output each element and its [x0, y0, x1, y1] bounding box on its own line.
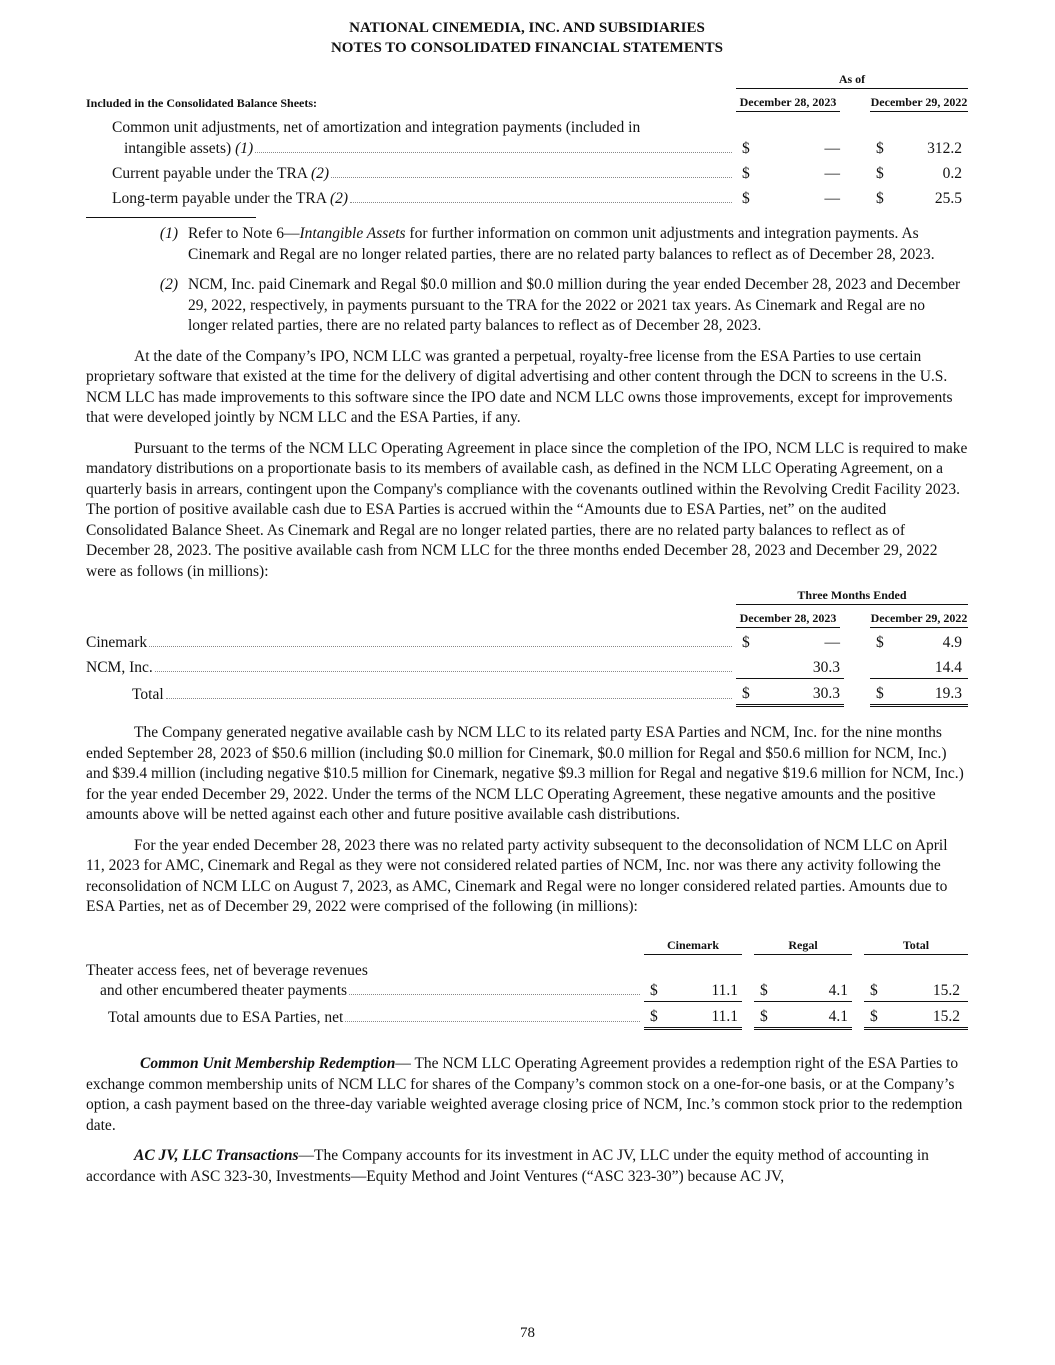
- table-total-row: [86, 679, 968, 706]
- row-label: NCM, Inc.: [86, 659, 153, 676]
- table-row: [86, 628, 968, 653]
- dollar-sign: $: [760, 981, 768, 999]
- dollar-sign: $: [742, 189, 750, 207]
- dollar-sign: $: [644, 1002, 666, 1029]
- value-2023: —: [824, 189, 840, 207]
- footnote-text: NCM, Inc. paid Cinemark and Regal $0.0 million and $0.0 million during the year ended December 28, 2023 and December 29, 2022, respectively, in payments pursuant to the TRA for the 2022 or 2021 tax years. As Cinemark and Regal are no longer related parties, there are no related party balances to reflect as of December 28, 2023.: [188, 276, 961, 334]
- company-title: NATIONAL CINEMEDIA, INC. AND SUBSIDIARIES: [349, 20, 705, 36]
- paragraph-acjv: [86, 1146, 968, 1187]
- row-label: Long-term payable under the TRA: [112, 189, 327, 207]
- total-cinemark: 11.1: [666, 1002, 742, 1029]
- row-label-line2: and other encumbered theater payments: [100, 982, 348, 999]
- value-2023: —: [824, 139, 840, 157]
- section-label: Included in the Consolidated Balance Sheets:: [86, 96, 318, 110]
- dollar-sign: [870, 653, 892, 679]
- col-header-2023: December 28, 2023: [736, 611, 840, 628]
- dollar-sign: $: [754, 1002, 776, 1029]
- three-months-header: Three Months Ended: [736, 588, 968, 605]
- dollar-sign: $: [736, 679, 758, 706]
- row-label: Current payable under the TRA: [112, 164, 308, 182]
- acjv-heading: AC JV, LLC Transactions: [134, 1147, 299, 1164]
- paragraph-related-party: For the year ended December 28, 2023 there was no related party activity subsequent to the deconsolidation of NCM LLC on April 11, 2023 for AMC, Cinemark and Regal as they were not considered related parties of NCM, Inc. nor was there any activity following the reconsolidation of NCM LLC on August 7, 2023, as AMC, Cinemark and Regal were no longer considered related parties. Amounts due to ESA Parties, net as of December 29, 2022 were comprised of the following (in millions):: [86, 836, 948, 915]
- footnote-ref: (2): [329, 189, 349, 207]
- col-header-2023: December 28, 2023: [736, 95, 840, 112]
- total-2022: 19.3: [892, 679, 968, 706]
- row-label-line1: Theater access fees, net of beverage revenues: [86, 961, 368, 979]
- dollar-sign: $: [870, 679, 892, 706]
- document-header: [86, 18, 968, 58]
- paragraph-negative-cash: The Company generated negative available cash by NCM LLC to its related party ESA Parties and NCM, Inc. for the nine months ended September 28, 2023 of $50.6 million (including $0.0 million for Cinemark, $0.0 million for Regal and $50.6 million for NCM, Inc.) and $39.4 million (including negative $10.5 million for Cinemark, negative $9.3 million for Regal and negative $19.6 million for NCM, Inc.) for the year ended December 29, 2022. Under the terms of the NCM LLC Operating Agreement, these negative amounts and the positive amounts above will be netted against each other and future positive available cash distributions.: [86, 724, 964, 823]
- available-cash-table: [86, 588, 968, 707]
- row-label: Cinemark: [86, 633, 148, 651]
- footnote-ref: (2): [311, 164, 330, 182]
- table-row: [86, 955, 968, 1002]
- table-row: [86, 653, 968, 679]
- dollar-sign: $: [876, 633, 884, 651]
- footnote-divider: [86, 217, 256, 218]
- footnote-ref: (1): [235, 139, 254, 157]
- dollar-sign: $: [876, 164, 884, 182]
- dollar-sign: $: [742, 139, 750, 157]
- value-cinemark: 11.1: [711, 981, 738, 999]
- dollar-sign: $: [864, 1002, 886, 1029]
- table-row: [86, 159, 968, 184]
- col-header-2022: December 29, 2022: [870, 95, 968, 112]
- total-2023: 30.3: [758, 679, 844, 706]
- dollar-sign: $: [876, 139, 884, 157]
- redemption-text: — The NCM LLC Operating Agreement provides a redemption right of the ESA Parties to exchange common membership units of NCM LLC for shares of the Company’s common stock on a one-for-one basis, or at the Company’s option, a cash payment based on the three-day variable weighted average closing price of NCM, Inc.’s common stock prior to the redemption date.: [86, 1055, 963, 1134]
- page-content: [86, 18, 968, 1197]
- redemption-heading: Common Unit Membership Redemption: [140, 1055, 396, 1072]
- value-2022: 4.9: [942, 633, 962, 651]
- footnote-italic: Intangible Assets: [299, 225, 406, 242]
- footnote-1: [86, 224, 968, 265]
- value-2022: 0.2: [942, 164, 963, 182]
- col-header-cinemark: Cinemark: [644, 938, 742, 955]
- paragraph-distributions: Pursuant to the terms of the NCM LLC Operating Agreement in place since the completion of the IPO, NCM LLC is required to make mandatory distributions on a proportionate basis to its members of available cash, as defined in the NCM LLC Operating Agreement, on a quarterly basis in arrears, contingent upon the Company's compliance with the covenants outlined within the Revolving Credit Facility 2023. The portion of positive available cash due to ESA Parties is accrued within the “Amounts due to ESA Parties, net” on the audited Consolidated Balance Sheet. As Cinemark and Regal are no longer related parties, there are no related party balances to reflect as of December 28, 2023. The positive available cash from NCM LLC for the three months ended December 28, 2023 and December 29, 2022 were as follows (in millions):: [86, 439, 968, 580]
- footnote-marker: (2): [159, 276, 178, 293]
- col-header-2022: December 29, 2022: [870, 611, 968, 628]
- value-2023: —: [824, 633, 840, 651]
- table-row: [86, 184, 968, 209]
- value-2022: 25.5: [934, 189, 963, 207]
- value-2023: 30.3: [812, 658, 840, 676]
- total-total: 15.2: [886, 1002, 968, 1029]
- dollar-sign: $: [870, 981, 878, 999]
- dollar-sign: $: [742, 633, 750, 651]
- balance-sheet-table: [86, 72, 968, 209]
- footnote-text: Refer to Note 6—: [188, 225, 300, 242]
- paragraph-license: At the date of the Company’s IPO, NCM LLC was granted a perpetual, royalty-free license from the ESA Parties to use certain proprietary software that existed at the time for the delivery of digital advertising and other content through the DCN to screens in the U.S. NCM LLC has made improvements to this software since the IPO date and NCM LLC owns those improvements, except for improvements that were developed jointly by NCM LLC and the ESA Parties, if any.: [86, 347, 953, 426]
- value-2023: —: [824, 164, 840, 182]
- total-regal: 4.1: [776, 1002, 852, 1029]
- value-2022: 312.2: [927, 139, 963, 157]
- table-row: [86, 112, 968, 159]
- footnote-2: [86, 275, 968, 337]
- row-label-line1: Common unit adjustments, net of amortization and integration payments (included in: [112, 119, 641, 136]
- footnote-text: for further information on common unit adjustments and integration payments. As Cinemark and Regal are no longer related parties, there are no related party balances to reflect as of December 28, 2023.: [188, 225, 935, 263]
- as-of-header: As of: [736, 72, 968, 89]
- page-number: 78: [520, 1325, 535, 1341]
- acjv-text: —The Company accounts for its investment in AC JV, LLC under the equity method of accounting in accordance with ASC 323-30, Investments—Equity Method and Joint Ventures (“ASC 323-30”) because AC JV,: [86, 1147, 929, 1185]
- paragraph-redemption: [86, 1054, 968, 1136]
- value-2022: 14.4: [934, 658, 962, 676]
- notes-title: NOTES TO CONSOLIDATED FINANCIAL STATEMENTS: [330, 40, 724, 56]
- dollar-sign: $: [876, 189, 884, 207]
- table-total-row: [86, 1002, 968, 1029]
- total-label: Total: [132, 686, 164, 703]
- footnote-marker: (1): [159, 225, 178, 242]
- esa-parties-table: [86, 938, 968, 1031]
- col-header-total: Total: [864, 938, 968, 955]
- dollar-sign: $: [742, 164, 750, 182]
- total-label: Total amounts due to ESA Parties, net: [108, 1009, 344, 1026]
- value-total: 15.2: [932, 981, 961, 999]
- dollar-sign: [736, 653, 758, 679]
- row-label-line2: intangible assets): [124, 139, 232, 157]
- value-regal: 4.1: [828, 981, 849, 999]
- dollar-sign: $: [650, 981, 658, 999]
- col-header-regal: Regal: [754, 938, 852, 955]
